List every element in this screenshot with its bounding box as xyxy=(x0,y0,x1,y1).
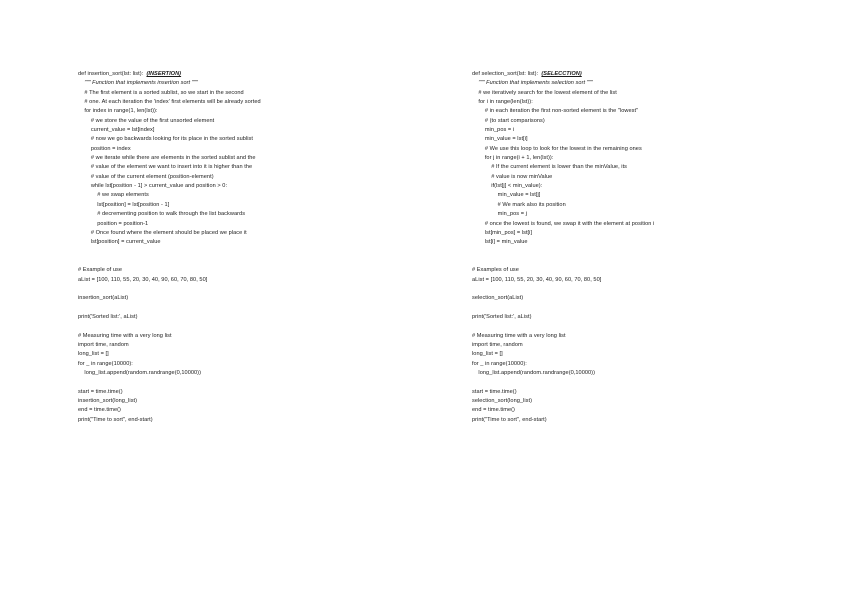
algorithm-label: (INSERTION) xyxy=(146,71,182,77)
code-line: current_value = lst[index] xyxy=(78,127,155,134)
code-line: if(lst[j] < min_value): xyxy=(472,183,543,190)
code-line: """ Function that implements insertion sort """ xyxy=(78,80,198,87)
code-line: position = position-1 xyxy=(78,220,149,227)
code-line: # If the current element is lower than the minValue, its xyxy=(472,164,628,171)
code-line: lst[position] = current_value xyxy=(78,239,161,246)
code-line: lst[position] = lst[position - 1] xyxy=(78,201,170,208)
code-line: aList = [100, 110, 55, 20, 30, 40, 90, 60, 70, 80, 50] xyxy=(472,276,602,283)
code-line: print("Time to sort", end-start) xyxy=(472,416,547,423)
code-line: # Example of use xyxy=(78,267,123,274)
code-line: # decrementing position to walk through the list backwards xyxy=(78,211,246,218)
code-line xyxy=(78,257,448,266)
code-line: start = time.time() xyxy=(472,388,517,395)
code-line: print("Time to sort", end-start) xyxy=(78,416,153,423)
code-line: # one. At each iteration the 'index' first elements will be already sorted xyxy=(78,99,261,106)
code-line: # once the lowest is found, we swap it with the element at position i xyxy=(472,220,655,227)
code-line: # we store the value of the first unsorted element xyxy=(78,117,215,124)
code-line: """ Function that implements selection sort """ xyxy=(472,80,593,87)
code-line: selection_sort(long_list) xyxy=(472,398,533,405)
code-line: for _ in range(10000): xyxy=(472,360,527,367)
code-line: # The first element is a sorted sublist, so we start in the second xyxy=(78,89,244,96)
code-line: # Measuring time with a very long list xyxy=(78,332,172,339)
selection-sort-code-column xyxy=(472,70,842,425)
code-line: # Examples of use xyxy=(472,267,519,274)
code-line: # Measuring time with a very long list xyxy=(472,332,566,339)
code-line: for i in range(len(lst)): xyxy=(472,99,533,106)
code-line: # We mark also its position xyxy=(472,201,566,208)
code-line: min_pos = j xyxy=(472,211,527,218)
code-line xyxy=(472,70,842,79)
code-line: # value is now minValue xyxy=(472,173,553,180)
code-line: long_list = [] xyxy=(78,351,109,358)
code-line xyxy=(78,304,448,313)
code-line: # now we go backwards looking for its place in the sorted sublist xyxy=(78,136,253,143)
code-line: long_list.append(random.randrange(0,10000)) xyxy=(78,370,202,376)
code-line: for j in range(i + 1, len(lst)): xyxy=(472,155,554,162)
code-line: long_list.append(random.randrange(0,10000)) xyxy=(472,370,596,376)
code-line: while lst[position - 1] > current_value and position > 0: xyxy=(78,183,228,190)
code-line xyxy=(78,248,448,257)
code-line xyxy=(78,70,448,79)
code-line: min_pos = i xyxy=(472,127,515,134)
code-line: print('Sorted list:', aList) xyxy=(472,313,532,320)
code-line: lst[min_pos] = lst[i] xyxy=(472,229,533,236)
code-line: # (to start comparisons) xyxy=(472,117,545,124)
code-line xyxy=(472,378,842,387)
code-line: import time, random xyxy=(472,341,523,348)
code-line: insertion_sort(long_list) xyxy=(78,398,138,405)
code-line xyxy=(78,285,448,294)
code-line: lst[i] = min_value xyxy=(472,239,528,246)
code-line: insertion_sort(aList) xyxy=(78,295,129,302)
code-line: selection_sort(aList) xyxy=(472,295,524,302)
function-signature: def insertion_sort(lst: list): xyxy=(78,71,144,77)
code-line: for index in range(1, len(lst)): xyxy=(78,108,158,115)
code-line: end = time.time() xyxy=(472,407,515,414)
insertion-sort-code-column xyxy=(78,70,448,425)
code-line: # we swap elements xyxy=(78,192,149,199)
code-line xyxy=(472,322,842,331)
code-line: end = time.time() xyxy=(78,407,121,414)
function-signature: def selection_sort(lst: list): xyxy=(472,71,539,77)
code-line xyxy=(472,257,842,266)
code-line xyxy=(472,248,842,257)
code-line: # Once found where the element should be placed we place it xyxy=(78,229,247,236)
code-line: long_list = [] xyxy=(472,351,503,358)
code-line: print('Sorted list:', aList) xyxy=(78,313,138,320)
code-line xyxy=(78,322,448,331)
code-line xyxy=(78,378,448,387)
code-line: start = time.time() xyxy=(78,388,123,395)
code-line: # We use this loop to look for the lowest in the remaining ones xyxy=(472,145,642,152)
code-line: position = index xyxy=(78,145,131,152)
code-line: # we iterate while there are elements in the sorted sublist and the xyxy=(78,155,256,162)
code-line: # we iteratively search for the lowest element of the list xyxy=(472,89,617,96)
code-line xyxy=(472,304,842,313)
code-line: min_value = lst[i] xyxy=(472,136,528,143)
code-line: # value of the current element (position-element) xyxy=(78,173,214,180)
code-line: aList = [100, 110, 55, 20, 30, 40, 90, 60, 70, 80, 50] xyxy=(78,276,208,283)
code-line: # in each iteration the first non-sorted element is the "lowest" xyxy=(472,108,639,115)
code-line: for _ in range(10000): xyxy=(78,360,133,367)
code-line: min_value = lst[j] xyxy=(472,192,541,199)
code-line: import time, random xyxy=(78,341,129,348)
code-line: # value of the element we want to insert into it is higher than the xyxy=(78,164,253,171)
algorithm-label: (SELECCTION) xyxy=(541,71,582,77)
code-line xyxy=(472,285,842,294)
